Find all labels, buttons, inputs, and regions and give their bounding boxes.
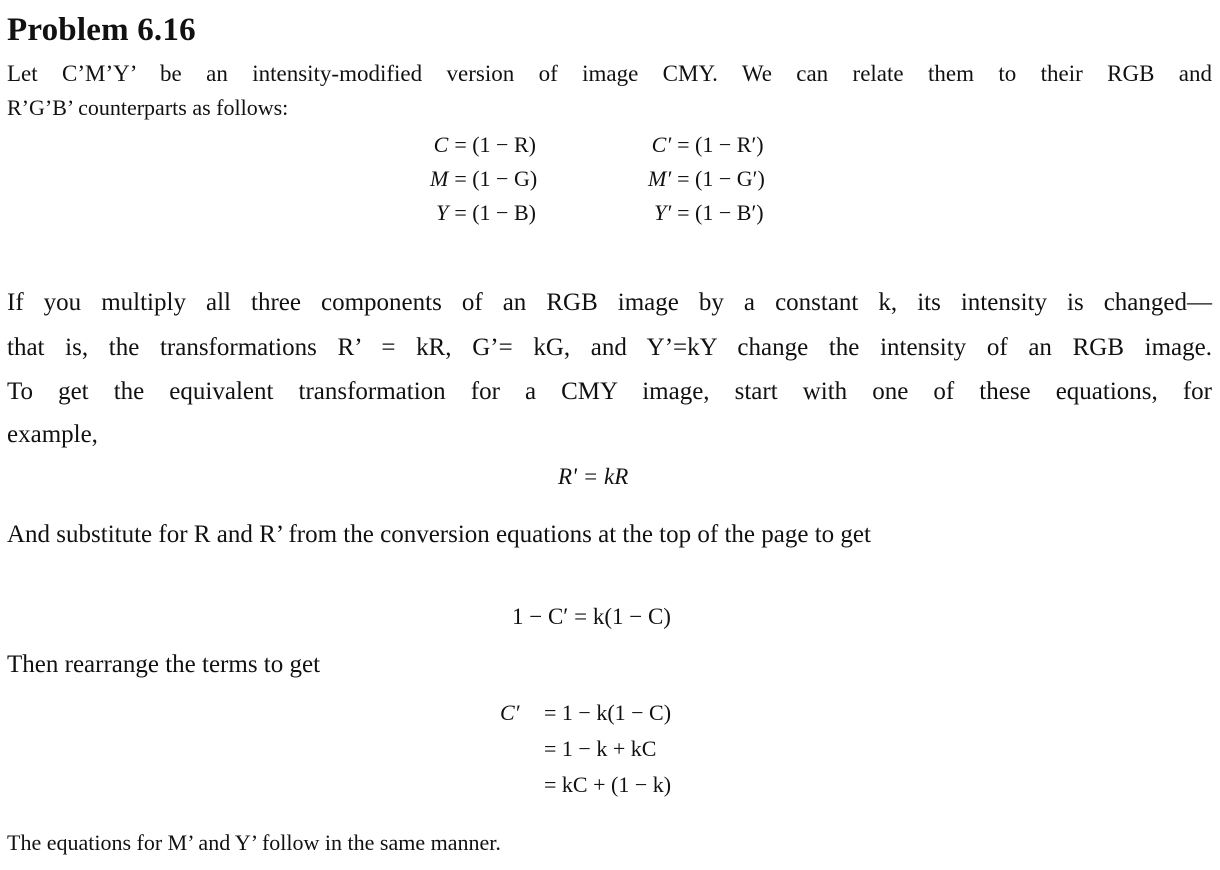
intro-line-2: R’G’B’ counterparts as follows: <box>7 95 289 120</box>
equation-lhs: M <box>430 166 449 191</box>
paragraph-rearrange: Then rearrange the terms to get <box>7 651 321 678</box>
equation-lhs: M′ <box>648 166 672 191</box>
conversion-equations-left <box>430 128 537 230</box>
equation-lhs: C′ <box>651 132 672 157</box>
equation-substitution: 1 − C′ = k(1 − C) <box>512 604 671 629</box>
equation-rhs: = (1 − G′) <box>677 166 765 191</box>
page-title: Problem 6.16 <box>7 12 196 48</box>
equation-rhs: = (1 − B′) <box>677 200 764 225</box>
equation-rhs: = (1 − B) <box>454 200 536 225</box>
equation-rhs: = (1 − R′) <box>677 132 764 157</box>
paragraph-line-1: If you multiply all three components of an RGB image by a constant k, its intensity is changed— <box>7 289 1212 316</box>
equation-rhs: = (1 − R) <box>454 132 536 157</box>
derivation-block <box>500 695 671 803</box>
equation-rhs: = (1 − G) <box>454 166 538 191</box>
paragraph-line-4: example, <box>7 421 98 448</box>
derivation-rhs: = kC + (1 − k) <box>544 772 672 797</box>
equation-r-kr: R' = kR <box>558 464 629 489</box>
paragraph-substitute: And substitute for R and R’ from the conversion equations at the top of the page to get <box>7 521 871 548</box>
derivation-lhs: C′ <box>500 700 520 725</box>
equation-lhs: Y <box>436 200 449 225</box>
paragraph-line-3: To get the equivalent transformation for a CMY image, start with one of these equations, for <box>7 378 1212 405</box>
paragraph-line-2: that is, the transformations R’ = kR, G’= kG, and Y’=kY change the intensity of an RGB image. <box>7 334 1212 361</box>
closing-sentence: The equations for M’ and Y’ follow in the same manner. <box>7 830 501 855</box>
conversion-equations-right <box>648 128 765 230</box>
equation-lhs: Y′ <box>654 200 672 225</box>
intro-line-1: Let C’M’Y’ be an intensity-modified version of image CMY. We can relate them to their RGB and <box>7 61 1212 86</box>
equation-lhs: C <box>433 132 449 157</box>
derivation-lhs <box>500 767 544 803</box>
derivation-rhs: = 1 − k(1 − C) <box>544 700 672 725</box>
derivation-rhs: = 1 − k + kC <box>544 736 657 761</box>
derivation-lhs <box>500 731 544 767</box>
